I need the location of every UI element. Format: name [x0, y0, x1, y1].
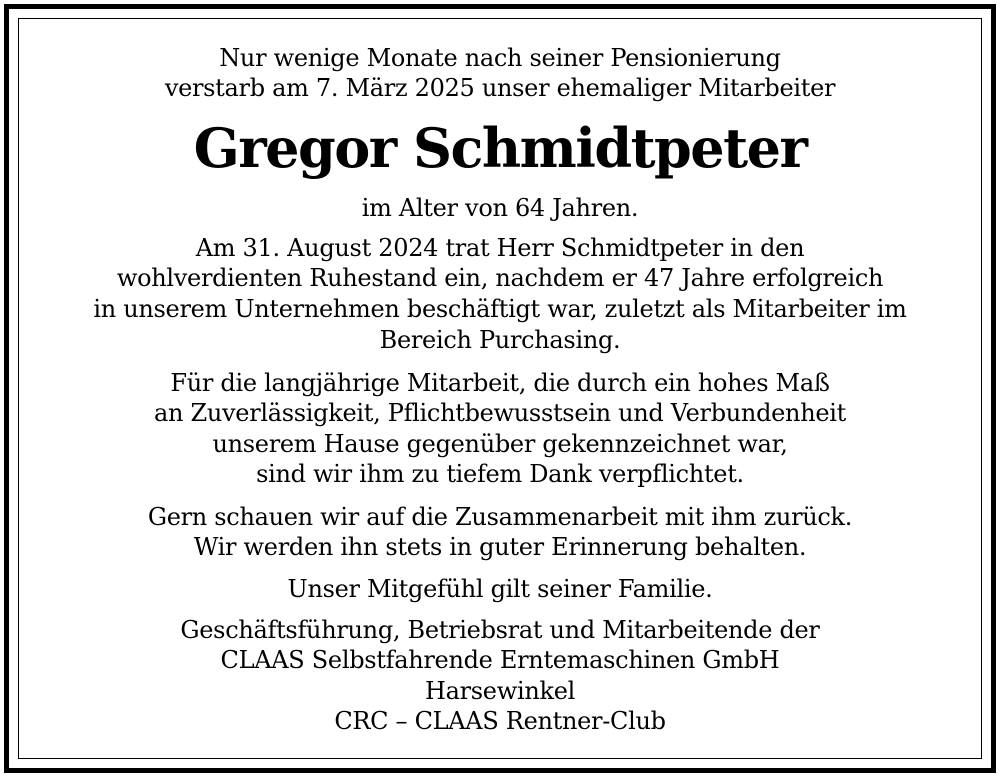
signature-line-4: CRC – CLAAS Rentner-Club: [334, 707, 666, 735]
paragraph3-line-1: Gern schauen wir auf die Zusammenarbeit mit ihm zurück.: [147, 503, 853, 531]
signature-line-3: Harsewinkel: [424, 677, 576, 705]
paragraph3-line-2: Wir werden ihn stets in guter Erinnerung behalten.: [193, 533, 807, 561]
age-line: im Alter von 64 Jahren.: [361, 194, 639, 222]
signature-line-2: CLAAS Selbstfahrende Erntemaschinen GmbH: [220, 646, 780, 674]
paragraph2-line-4: sind wir ihm zu tiefem Dank verpflichtet.: [256, 460, 744, 488]
paragraph2-line-1: Für die langjährige Mitarbeit, die durch ein hohes Maß: [170, 369, 830, 397]
intro-line-2: verstarb am 7. März 2025 unser ehemaliger Mitarbeiter: [164, 74, 836, 102]
deceased-name: Gregor Schmidtpeter: [193, 116, 807, 180]
paragraph1-line-3: in unserem Unternehmen beschäftigt war, zuletzt als Mitarbeiter im: [93, 295, 907, 323]
paragraph2-line-3: unserem Hause gegenüber gekennzeichnet war,: [212, 430, 788, 458]
signature-line-1: Geschäftsführung, Betriebsrat und Mitarbeitende der: [180, 616, 820, 644]
intro-line-1: Nur wenige Monate nach seiner Pensionierung: [219, 44, 781, 72]
paragraph1-line-4: Bereich Purchasing.: [379, 326, 621, 354]
paragraph2-line-2: an Zuverlässigkeit, Pflichtbewusstsein und Verbundenheit: [154, 399, 846, 427]
paragraph1-line-2: wohlverdienten Ruhestand ein, nachdem er 47 Jahre erfolgreich: [116, 264, 884, 292]
sympathy-line: Unser Mitgefühl gilt seiner Familie.: [287, 575, 713, 603]
paragraph1-line-1: Am 31. August 2024 trat Herr Schmidtpeter in den: [195, 234, 805, 262]
